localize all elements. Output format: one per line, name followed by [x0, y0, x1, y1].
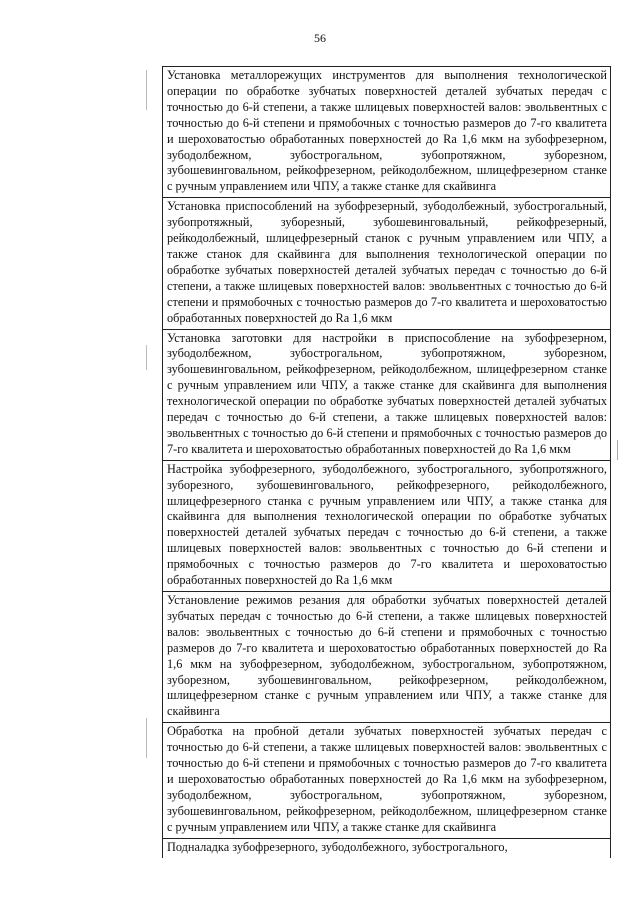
right-margin-line: [617, 440, 618, 460]
table-row: [163, 592, 610, 723]
table-cell: Установка металлорежущих инструментов для выполнения технологической операции по обработке зубчатых поверхностей деталей зубчатых передач с точностью до 6-й степени, а также шлицевых поверхностей валов: эвольвентных с точностью до 6-й степени и прямобочных с точностью размеров до 7-го квалитета и шероховатостью обработанных поверхностей до Ra 1,6 мкм на зубофрезерном, зубодолбежном, зубострогальном, зубопротяжном, зуборезном, зубошевинговальном, рейкофрезерном, рейкодолбежном, шлицефрезерном станке с ручным управлением или ЧПУ, а также станке для скайвинга: [167, 68, 607, 194]
table-row: [163, 461, 610, 592]
page-number: 56: [314, 31, 326, 45]
table-cell: Подналадка зубофрезерного, зубодолбежного, зубострогального,: [167, 839, 508, 854]
table-cell: Обработка на пробной детали зубчатых поверхностей зубчатых передач с точностью до 6-й степени, а также шлицевых поверхностей валов: эвольвентных с точностью до 6-й степени и прямобочных с точностью размеров до 7-го квалитета и шероховатостью обработанных поверхностей до Ra 1,6 мкм на зубофрезерном, зубодолбежном, зубострогальном, зубопротяжном, зуборезном, зубошевинговальном, рейкофрезерном, рейкодолбежном, шлицефрезерном станке с ручным управлением или ЧПУ, а также станке для скайвинга: [167, 724, 607, 834]
table-cell: Установка заготовки для настройки в приспособление на зубофрезерном, зубодолбежном, зубострогальном, зубопротяжном, зуборезном, зубошевинговальном, рейкофрезерном, рейкодолбежном, шлицефрезерном станке с ручным управлением или ЧПУ, а также станке для скайвинга для выполнения технологической операции по обработке зубчатых поверхностей деталей зубчатых передач с точностью до 6-й степени, а также шлицевых поверхностей валов: эвольвентных с точностью до 6-й степени и прямобочных с точностью размеров до 7-го квалитета и шероховатостью обработанных поверхностей до Ra 1,6 мкм: [167, 330, 607, 456]
table-cell: Настройка зубофрезерного, зубодолбежного, зубострогального, зубопротяжного, зуборезного, зубошевинговального, рейкофрезерного, рейкодолбежного, шлицефрезерного станка с ручным управлением или ЧПУ, а также станка для скайвинга для выполнения технологической операции по обработке зубчатых поверхностей деталей зубчатых передач с точностью до 6-й степени, а также шлицевых поверхностей валов: эвольвентных с точностью до 6-й степени и прямобочных с точностью размеров до 7-го квалитета и шероховатостью обработанных поверхностей до Ra 1,6 мкм: [167, 461, 607, 588]
table-row: [163, 723, 610, 838]
table-cell: Установление режимов резания для обработки зубчатых поверхностей деталей зубчатых передач с точностью до 6-й степени, а также шлицевых поверхностей валов: эвольвентных с точностью до 6-й степени и прямобочных с точностью размеров до 7-го квалитета и шероховатостью обработанных поверхностей до Ra 1,6 мкм на зубофрезерном, зубодолбежном, зубострогальном, зубопротяжном, зуборезном, зубошевинговальном, рейкофрезерном, рейкодолбежном, шлицефрезерном станке с ручным управлением или ЧПУ, а также станке для скайвинга: [167, 593, 607, 719]
table-row: [163, 330, 610, 461]
table-row: [163, 67, 610, 198]
table-row: [163, 839, 610, 858]
activities-table: [162, 66, 611, 858]
left-margin-line: [146, 70, 147, 110]
table-row: [163, 198, 610, 329]
table-cell: Установка приспособлений на зубофрезерный, зубодолбежный, зубострогальный, зубопротяжный, зуборезный, зубошевинговальный, рейкофрезерный, рейкодолбежный, шлицефрезерный станок с ручным управлением или ЧПУ, а также станок для скайвинга для выполнения технологической операции по обработке зубчатых поверхностей деталей зубчатых передач с точностью до 6-й степени, а также шлицевых поверхностей валов: эвольвентных с точностью до 6-й степени и прямобочных с точностью размеров до 7-го квалитета и шероховатостью обработанных поверхностей до Ra 1,6 мкм: [167, 199, 607, 325]
left-margin-line: [146, 345, 147, 370]
left-margin-line: [146, 718, 147, 758]
